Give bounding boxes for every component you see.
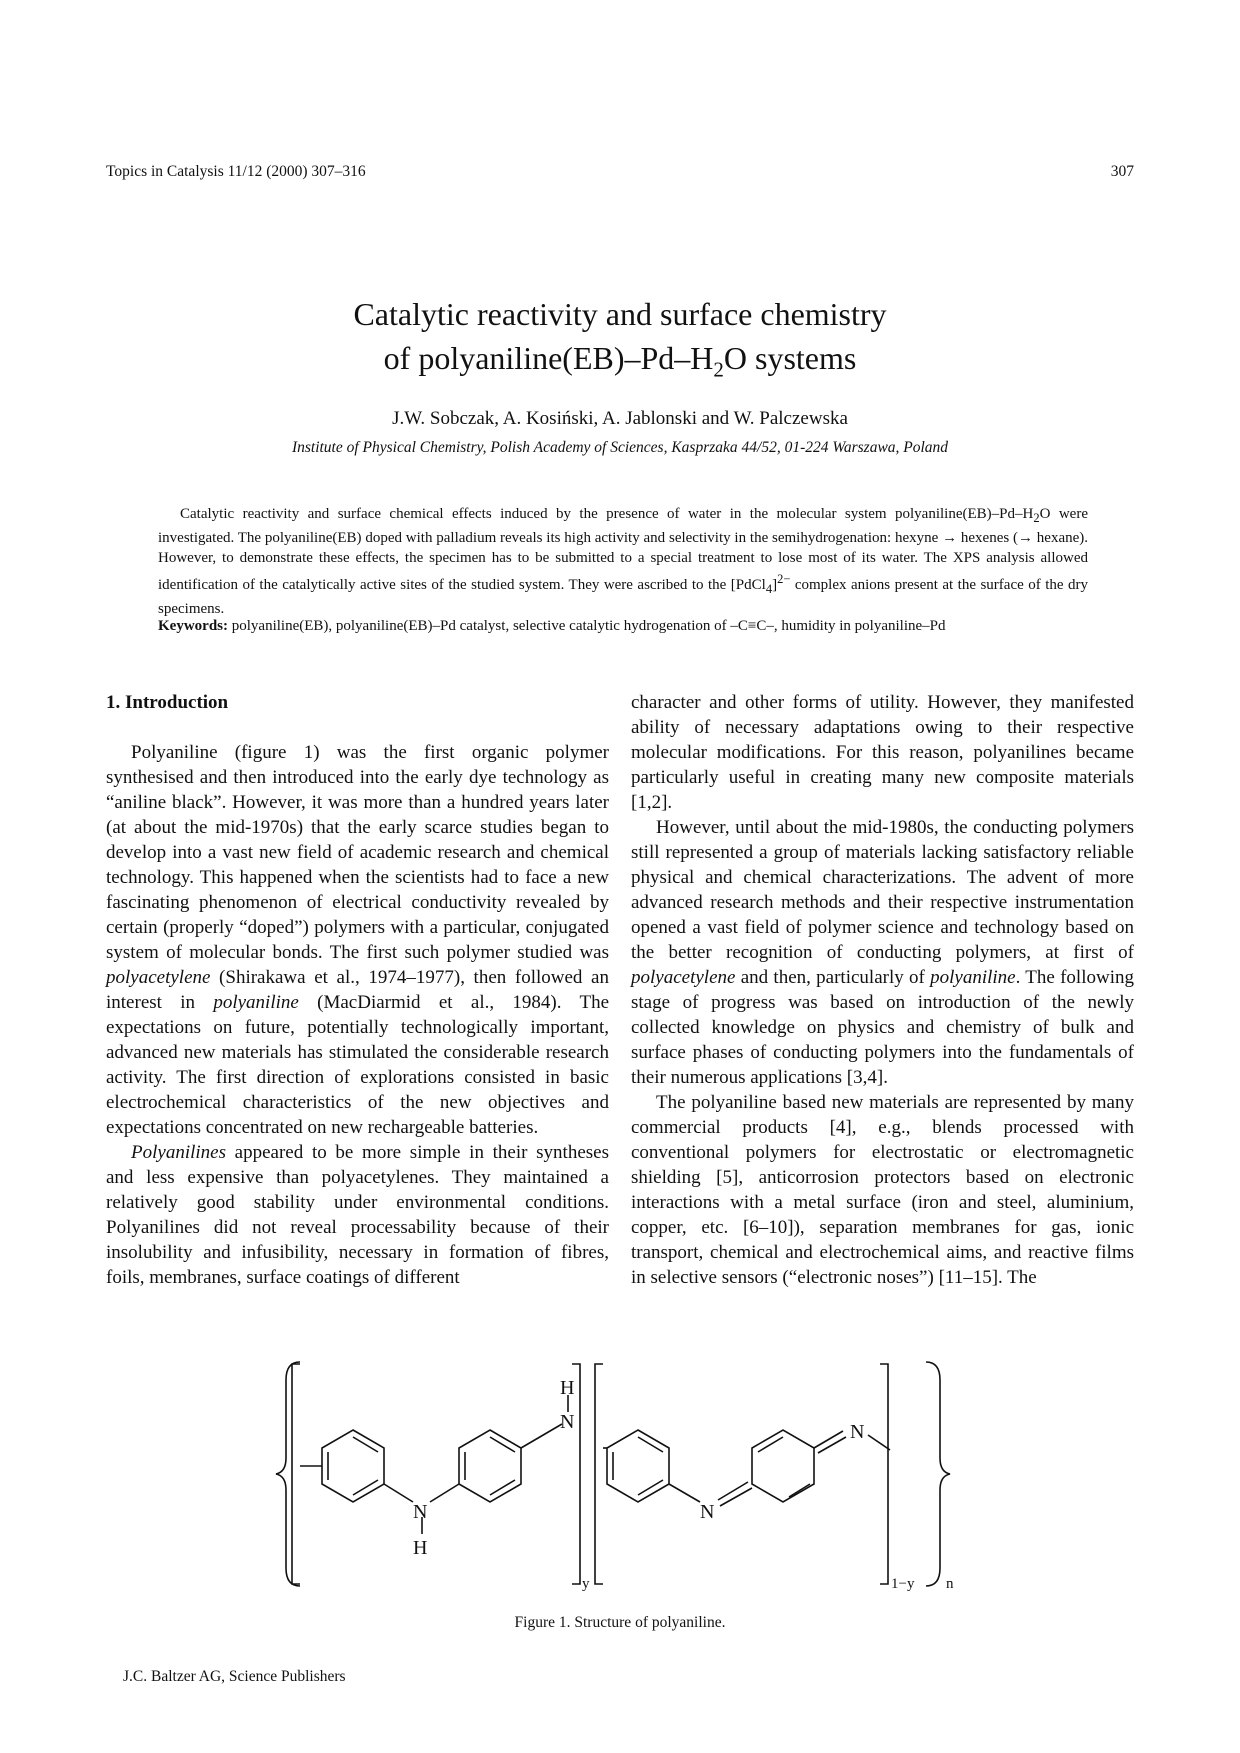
page-number: 307 — [1110, 163, 1134, 180]
bracket-left-1y — [595, 1364, 603, 1584]
abstract: Catalytic reactivity and surface chemical effects induced by the presence of water in the molecular system $polyaniline(EB)-Pd-H_2O$ were investigated. The polyaniline(EB) doped with palladium reveals its high activity and selectivity in the semihydrogenation: hexyne → hexenes (→ hexane). However, to demonstrate these effects, the specimen has to be submitted to a special treatment to lose most of its water. The XPS analysis allowed identification of the catalytically active sites of the studied system. They were ascribed to the [PdCl$_4$]$^{2-}$ complex anions present at the surface of the dry specimens. — [158, 506, 1088, 617]
subscript-n: n — [946, 1576, 954, 1592]
section-heading-introduction: 1. Introduction — [106, 692, 229, 713]
atom-label-n3: N — [700, 1501, 715, 1523]
paragraph: Polyaniline (figure 1) was the first organic polymer synthesised and then introduced into the early dye technology as “aniline black”. However, it was more than a hundred years later (at about the mid-1970s) that the early scarce studies began to develop into a vast new field of academic research and chemical technology. This happened when the scientists had to face a new fascinating phenomenon of electrical conductivity revealed by certain (properly “doped”) polymers with a particular, conjugated system of molecular bonds. The first such polymer studied was polyacetylene (Shirakawa et al., 1974–1977), then followed an interest in polyaniline (MacDiarmid et al., 1984). The expectations on future, potentially technologically important, advanced new materials has stimulated the considerable research activity. The first direction of explorations consisted in basic electrochemical characteristics of the new objectives and expectations concentrated on new rechargeable batteries. — [106, 742, 610, 1138]
subscript-1-y: 1−y — [891, 1576, 915, 1592]
author-list: J.W. Sobczak, A. Kosiński, A. Jablonski and W. Palczewska — [392, 408, 848, 429]
keywords: Keywords: polyaniline(EB), polyaniline(EB)–Pd catalyst, selective catalytic hydrogenation of –C≡C–, humidity in polyaniline–Pd — [158, 618, 946, 634]
benzene-ring-1 — [322, 1430, 384, 1502]
paper-title-line-2: of $polyaniline(EB)-Pd-H_2O$ systems — [383, 340, 857, 382]
affiliation: Institute of Physical Chemistry, Polish Academy of Sciences, Kasprzaka 44/52, 01-224 Warszawa, Poland — [291, 439, 949, 456]
figure-caption: Figure 1. Structure of polyaniline. — [514, 1614, 726, 1631]
bracket-right-1y — [880, 1364, 888, 1584]
atom-label-h1: H — [413, 1537, 428, 1559]
left-brace — [276, 1362, 300, 1586]
bracket-left-y — [292, 1364, 300, 1584]
paragraph: character and other forms of utility. However, they manifested ability of necessary adaptations owing to their respective molecular modifications. For this reason, polyanilines became particularly useful in creating many new composite materials [1,2]. — [631, 692, 1134, 813]
benzene-ring-3 — [607, 1430, 669, 1502]
atom-label-n4: N — [850, 1421, 865, 1443]
publisher-footer: J.C. Baltzer AG, Science Publishers — [123, 1668, 346, 1685]
subscript-y: y — [582, 1576, 590, 1592]
benzene-ring-2 — [459, 1430, 521, 1502]
paragraph: However, until about the mid-1980s, the conducting polymers still represented a group of materials lacking satisfactory reliable physical and chemical characterizations. The advent of more advanced research methods and their respective instrumentation opened a vast field of polymer science and technology based on the better recognition of conducting polymers, at first of polyacetylene and then, particularly of polyaniline. The following stage of progress was based on introduction of the newly collected knowledge on physics and chemistry of bulk and surface phases of conducting polymers into the fundamentals of their numerous applications [3,4]. — [631, 817, 1134, 1088]
atom-label-n2: N — [560, 1411, 575, 1433]
left-column — [106, 690, 609, 1290]
paper-title-line-1: Catalytic reactivity and surface chemistry — [353, 296, 887, 332]
atom-label-n1: N — [413, 1501, 428, 1523]
atom-label-h2: H — [560, 1377, 575, 1399]
polyaniline-structure-figure — [0, 1340, 1240, 1610]
running-header-journal: Topics in Catalysis 11/12 (2000) 307–316 — [106, 163, 366, 180]
right-column — [631, 690, 1134, 1290]
paragraph: Polyanilines appeared to be more simple in their syntheses and less expensive than polyacetylenes. They maintained a relatively good stability under environmental conditions. Polyanilines did not reveal processability because of their insolubility and infusibility, necessary in formation of fibres, foils, membranes, surface coatings of different — [106, 1142, 609, 1288]
quinoid-ring — [752, 1430, 814, 1502]
right-brace — [926, 1362, 950, 1586]
paragraph: The polyaniline based new materials are represented by many commercial products [4], e.g., blends processed with conventional polymers for electrostatic or electromagnetic shielding [5], anticorrosion protectors based on electronic interactions with a metal surface (iron and steel, aluminium, copper, etc. [6–10]), separation membranes for gas, ionic transport, chemical and electrochemical aims, and reactive films in selective sensors (“electronic noses”) [11–15]. The — [631, 1092, 1134, 1288]
